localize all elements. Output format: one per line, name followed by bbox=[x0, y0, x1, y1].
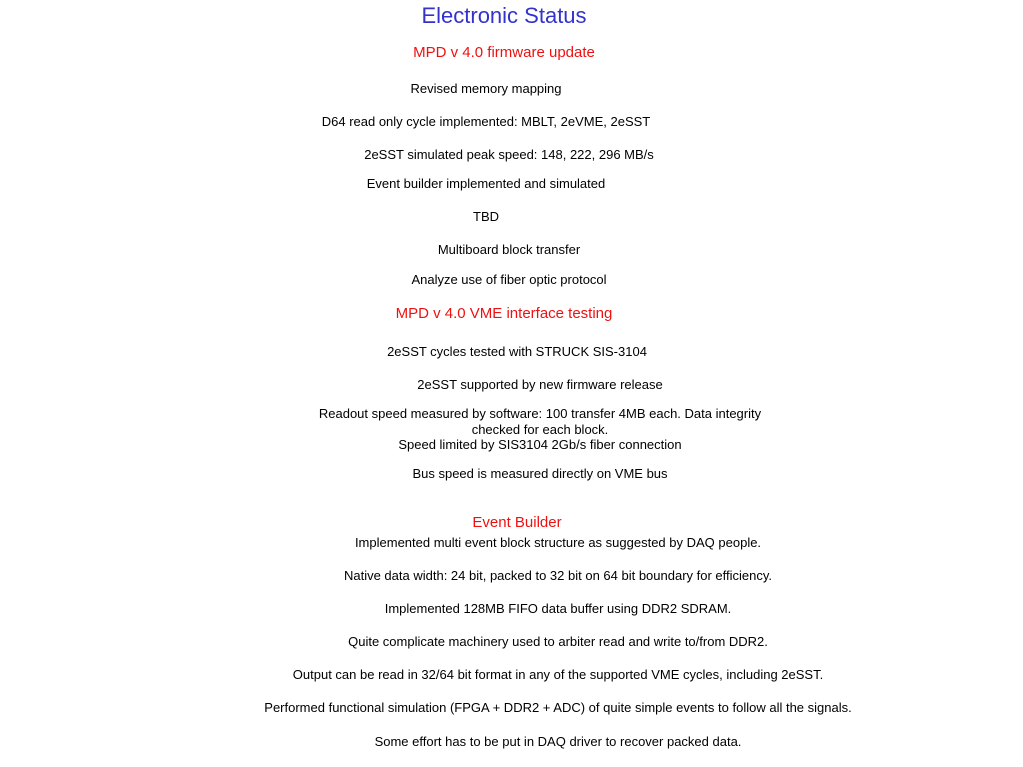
item-fifo-buffer: Implemented 128MB FIFO data buffer using DDR2 SDRAM. bbox=[384, 601, 732, 616]
item-bus-speed: Bus speed is measured directly on VME bus bbox=[412, 466, 668, 481]
item-tbd: TBD bbox=[473, 209, 499, 224]
item-ddr2-arbiter: Quite complicate machinery used to arbiter read and write to/from DDR2. bbox=[348, 634, 768, 649]
item-output-format: Output can be read in 32/64 bit format in any of the supported VME cycles, including 2eSST. bbox=[292, 667, 824, 682]
item-memory-mapping: Revised memory mapping bbox=[410, 81, 562, 96]
section-heading-event-builder: Event Builder bbox=[472, 514, 562, 531]
item-event-builder-simulated: Event builder implemented and simulated bbox=[366, 176, 606, 191]
readout-line-3: Speed limited by SIS3104 2Gb/s fiber connection bbox=[398, 437, 682, 452]
page-title: Electronic Status bbox=[421, 3, 587, 28]
item-fiber-optic-protocol: Analyze use of fiber optic protocol bbox=[411, 272, 607, 287]
readout-speed-block bbox=[319, 406, 761, 453]
readout-line-1: Readout speed measured by software: 100 transfer 4MB each. Data integrity bbox=[318, 406, 762, 421]
item-multi-event-block: Implemented multi event block structure as suggested by DAQ people. bbox=[354, 535, 762, 550]
item-2esst-supported: 2eSST supported by new firmware release bbox=[417, 377, 663, 392]
item-native-data-width: Native data width: 24 bit, packed to 32 bit on 64 bit boundary for efficiency. bbox=[343, 568, 773, 583]
section-heading-vme-testing: MPD v 4.0 VME interface testing bbox=[395, 305, 613, 322]
item-functional-simulation: Performed functional simulation (FPGA + DDR2 + ADC) of quite simple events to follow all the signals. bbox=[264, 700, 852, 715]
section-heading-firmware-update: MPD v 4.0 firmware update bbox=[413, 44, 595, 61]
item-multiboard-block-transfer: Multiboard block transfer bbox=[437, 242, 581, 257]
item-d64-read-cycle: D64 read only cycle implemented: MBLT, 2eVME, 2eSST bbox=[321, 114, 651, 129]
item-2esst-peak-speed: 2eSST simulated peak speed: 148, 222, 296 MB/s bbox=[364, 147, 654, 162]
readout-line-2: checked for each block. bbox=[471, 421, 609, 437]
item-2esst-cycles-tested: 2eSST cycles tested with STRUCK SIS-3104 bbox=[387, 344, 647, 359]
item-daq-driver: Some effort has to be put in DAQ driver to recover packed data. bbox=[374, 734, 742, 749]
